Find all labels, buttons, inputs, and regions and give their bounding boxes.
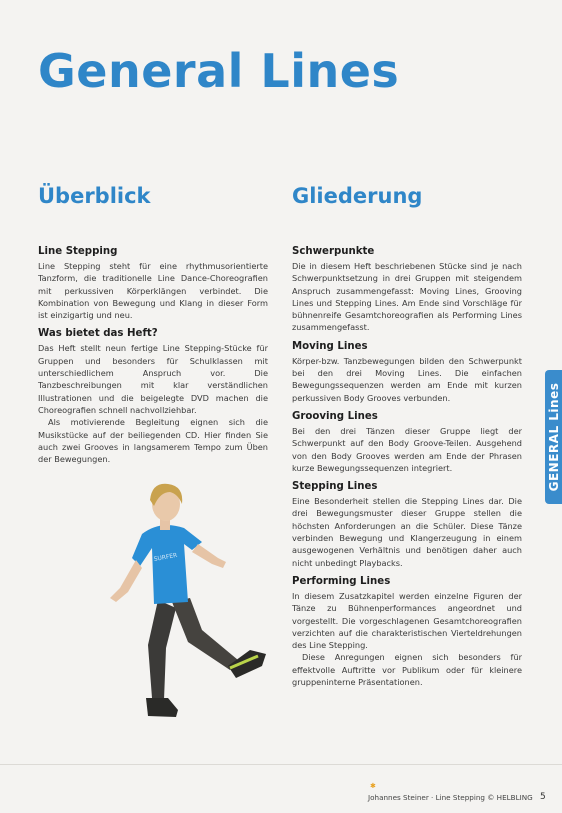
section-paragraph: Das Heft stellt neun fertige Line Stepping-Stücke für Gruppen und besonders für Schulklassen mit unterschiedlichem Anspruch vor. Die Tanzbeschreibungen mit klar verständlichen Illustrationen und die beigelegte DVD machen die Choreografien schnell nachvollziehbar. [38, 343, 268, 415]
right-column [292, 246, 522, 688]
chapter-side-tab [545, 370, 562, 504]
section-paragraph: In diesem Zusatzkapitel werden einzelne Figuren der Tänze zu Bühnenperformances angeordnet und vorgestellt. Die vorgeschlagenen Gesamtchoreografien verzichten auf die charakteristischen Vierteldrehungen des Line Stepping. [292, 590, 522, 651]
footer-credit: Johannes Steiner · Line Stepping © HELBLING [368, 793, 533, 802]
section-paragraph: Diese Anregungen eignen sich besonders für effektvolle Auftritte vor Publikum oder für kleinere gruppeninterne Präsentationen. [292, 652, 522, 688]
section-schwerpunkte [292, 246, 522, 334]
right-column-heading: Gliederung [292, 184, 423, 208]
shirt-print-text: SURFER [153, 551, 178, 564]
section-line-stepping [38, 246, 268, 321]
section-paragraph: Bei den drei Tänzen dieser Gruppe liegt der Schwerpunkt auf den Body Groove-Teilen. Ausgehend von den Body Grooves werden am Ende der Phrasen kurze Bewegungssequenzen integriert. [292, 425, 522, 473]
section-paragraph: Die in diesem Heft beschriebenen Stücke sind je nach Schwerpunktsetzung in drei Gruppen mit steigendem Anspruch zusammengefasst: Moving Lines, Grooving Lines und Stepping Lines. Am Ende sind Vorschläge für bühnenreife Gesamtchoreografien als Performing Lines zusammengefasst. [292, 261, 522, 333]
section-title: Line Stepping [38, 246, 118, 257]
section-paragraph: Als motivierende Begleitung eignen sich die Musikstücke auf der beiliegenden CD. Hier finden Sie auch zwei Grooves in langsamerem Tempo zum Üben der Bewegungen. [38, 417, 268, 465]
section-title: Stepping Lines [292, 481, 378, 493]
footer-star-icon: ✱ [370, 782, 376, 790]
section-paragraph: Eine Besonderheit stellen die Stepping Lines dar. Die drei Bewegungsmuster dieser Gruppe stellen die höchsten Anforderungen an die Schüler. Diese Tänze verbinden Bewegung und Klangerzeugung in einem ausgewogenen Verhältnis und benötigen daher auch nicht unbedingt Playbacks. [292, 496, 522, 568]
left-column-heading: Überblick [38, 184, 151, 208]
section-moving-lines [292, 341, 522, 404]
section-title: Performing Lines [292, 575, 391, 587]
section-paragraph: Line Stepping steht für eine rhythmusorientierte Tanzform, die traditionelle Line Dance-Choreografien mit perkussiven Körperklängen verbindet. Die Kombination von Bewegung und Klang in dieser Form ist einzigartig und neu. [38, 261, 268, 321]
section-title: Was bietet das Heft? [38, 328, 158, 340]
section-title: Moving Lines [292, 340, 368, 352]
section-grooving-lines [292, 411, 522, 474]
section-title: Schwerpunkte [292, 246, 375, 257]
section-stepping-lines [292, 481, 522, 569]
page-title: General Lines [38, 44, 400, 98]
page-number: 5 [540, 792, 546, 802]
section-performing-lines [292, 576, 522, 688]
left-column [38, 246, 268, 465]
section-title: Grooving Lines [292, 410, 378, 422]
footer-rule [0, 764, 562, 765]
chapter-side-tab-label: GENERAL Lines [546, 382, 561, 492]
dancing-child-photo [80, 470, 280, 730]
section-paragraph: Körper-bzw. Tanzbewegungen bilden den Schwerpunkt bei den drei Moving Lines. Die einfachen Bewegungssequenzen werden am Ende mit kurzen perkussiven Body Grooves verbunden. [292, 355, 522, 403]
section-was-bietet [38, 328, 268, 465]
